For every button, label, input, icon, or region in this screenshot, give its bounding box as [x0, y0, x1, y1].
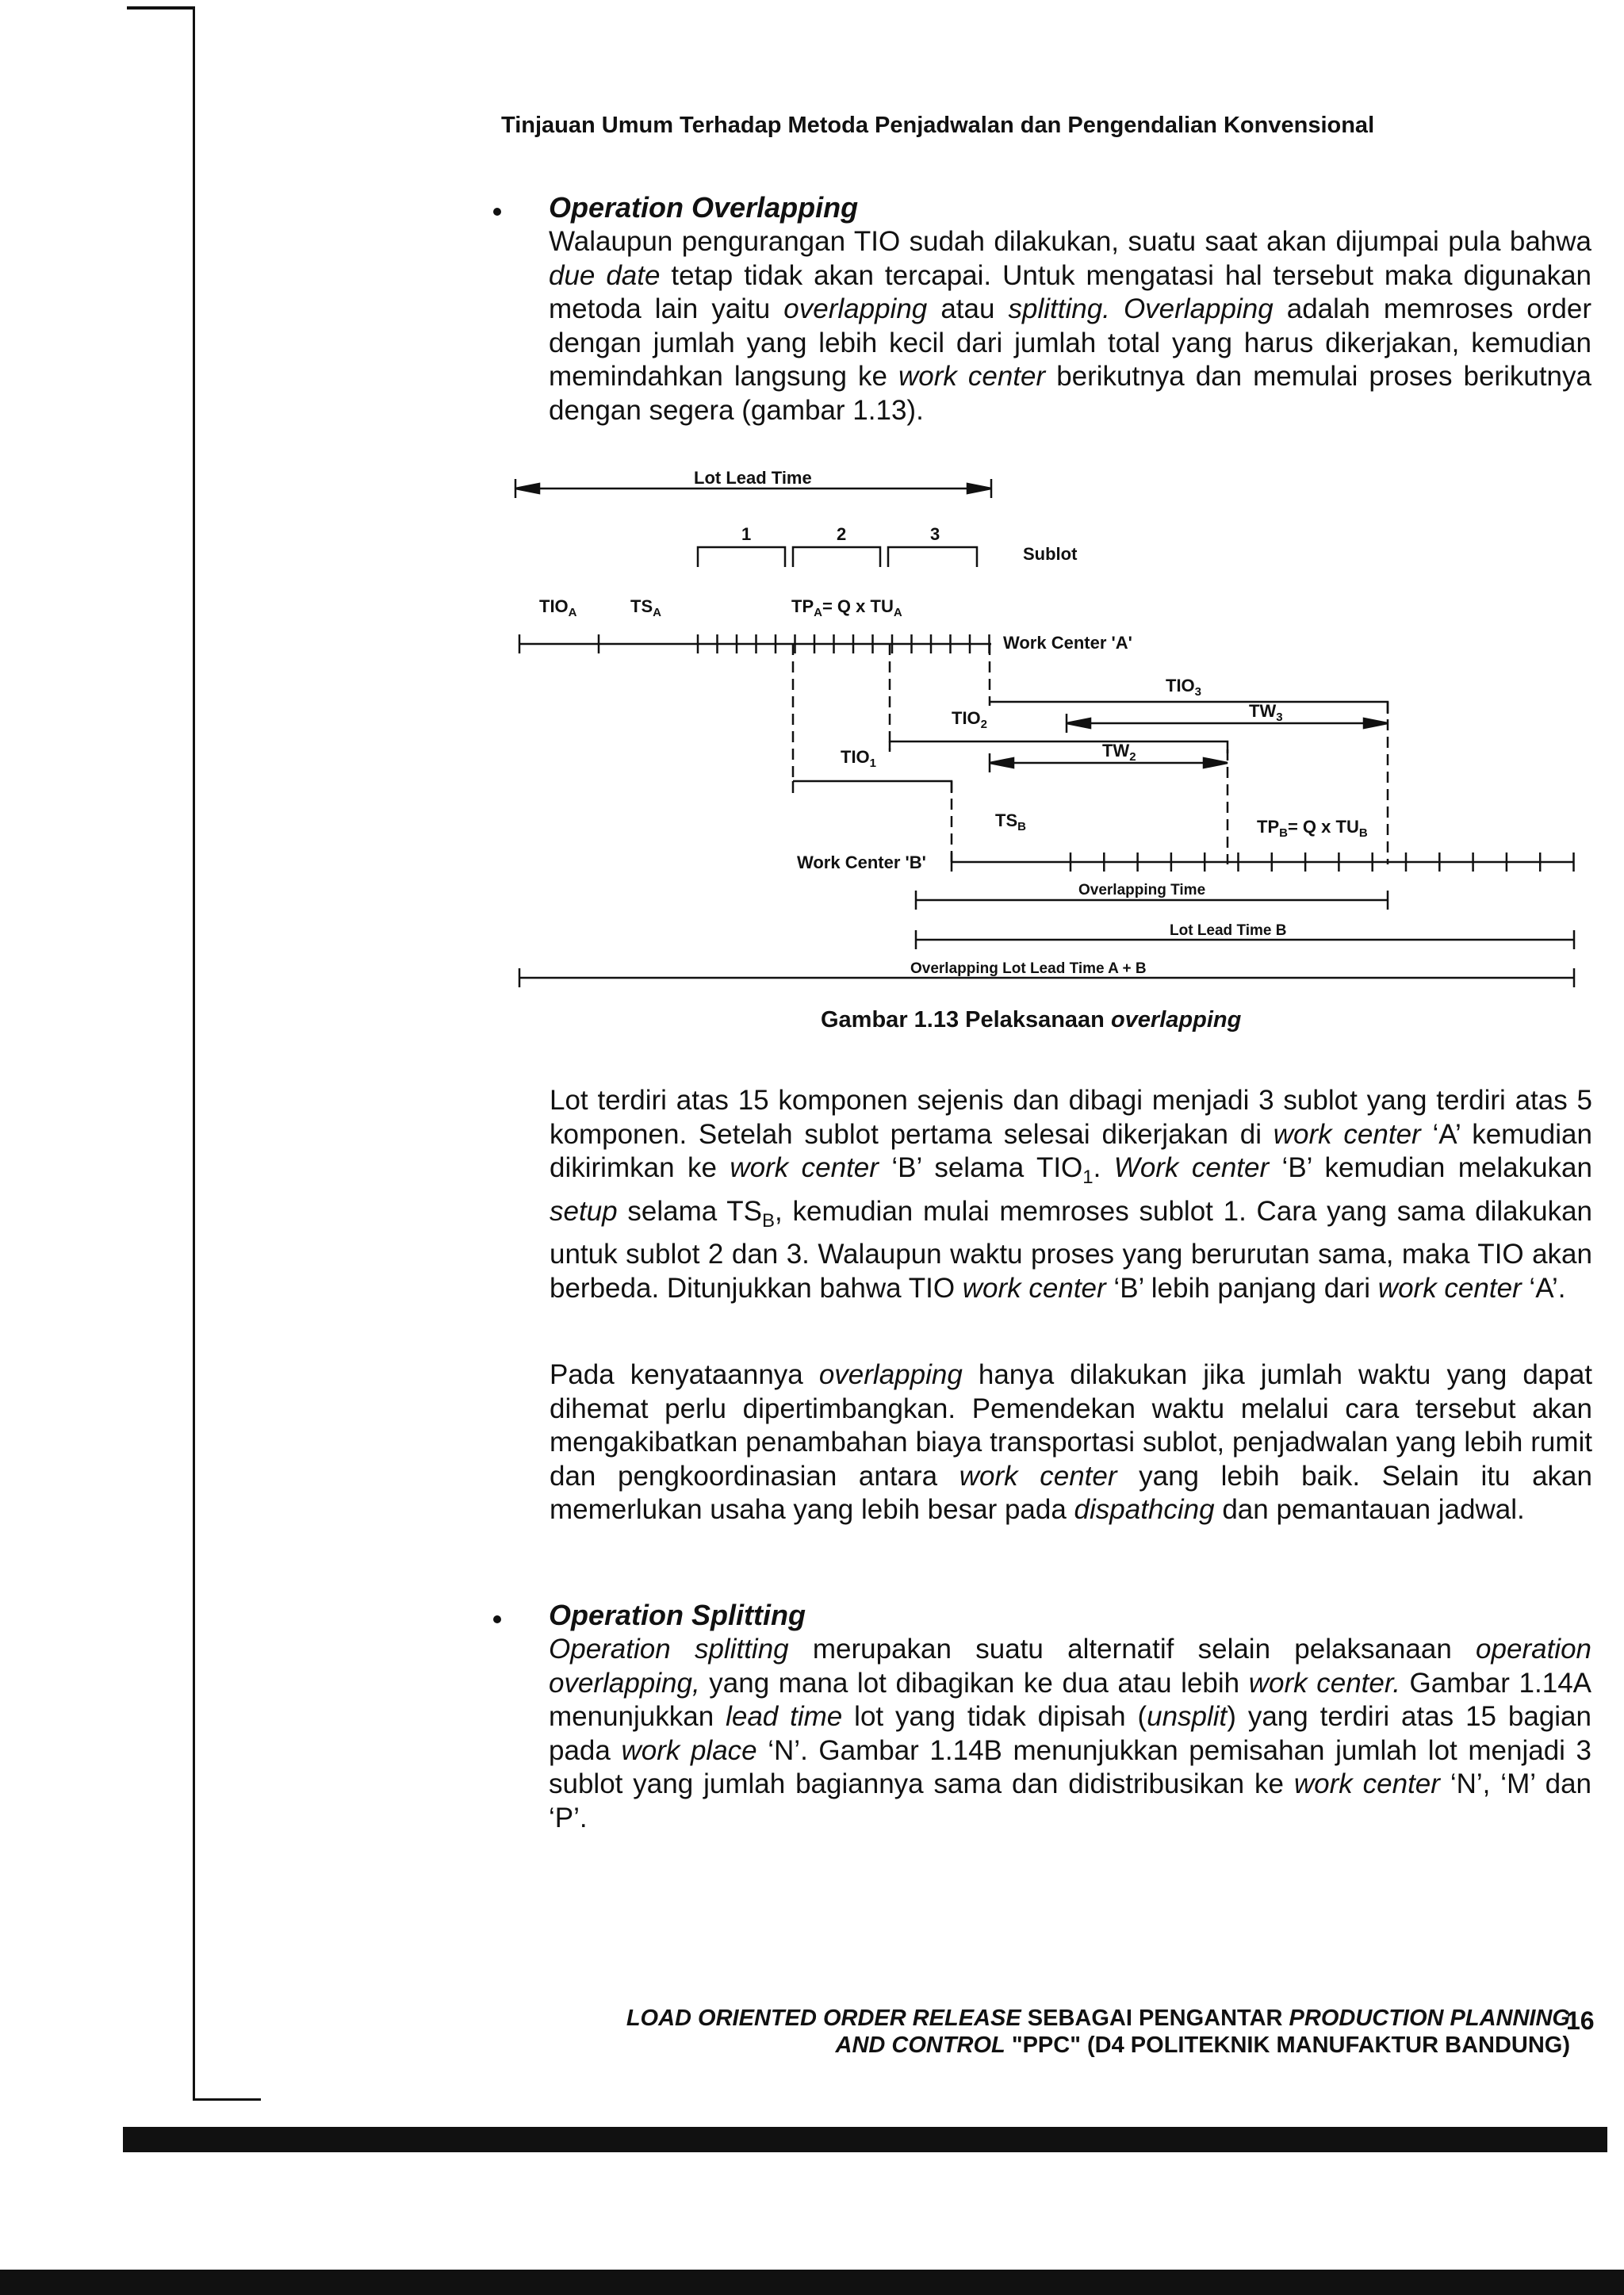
footer-line-1: LOAD ORIENTED ORDER RELEASE SEBAGAI PENGANTAR PRODUCTION PLANNING: [626, 2006, 1570, 2031]
overlapping-lot-lead-label: Overlapping Lot Lead Time A + B: [910, 960, 1147, 977]
overlapping-time-label: Overlapping Time: [1078, 882, 1206, 898]
lot-lead-time-b-label: Lot Lead Time B: [1170, 922, 1287, 939]
section-operation-splitting: [500, 1598, 1594, 1835]
section-title: Operation Overlapping: [549, 191, 859, 224]
section-paragraph: Walaupun pengurangan TIO sudah dilakukan, suatu saat akan dijumpai pula bahwa due date tetap tidak akan tercapai. Untuk mengatasi hal tersebut maka digunakan metoda lain yaitu overlapping atau splitting. Overlapping adalah memroses order dengan jumlah yang lebih kecil dari jumlah total yang harus dikerjakan, kemudian memindahkan langsung ke work center berikutnya dan memulai proses berikutnya dengan segera (gambar 1.13).: [549, 226, 1591, 426]
figure-caption: Gambar 1.13 Pelaksanaan overlapping: [821, 1007, 1242, 1033]
tw3-label: $TW_3$: [1249, 701, 1283, 724]
tio3-label: $TIO_3$: [1166, 676, 1202, 699]
section-paragraph: Operation splitting merupakan suatu alternatif selain pelaksanaan operation overlapping, yang mana lot dibagikan ke dua atau lebih work center. Gambar 1.14A menunjukkan lead time lot yang tidak dipisah (unsplit) yang terdiri atas 15 bagian pada work place ‘N’. Gambar 1.14B menunjukkan pemisahan jumlah lot menjadi 3 sublot yang jumlah bagiannya sama dan didistribusikan ke work center ‘N’, ‘M’ dan ‘P’.: [549, 1634, 1592, 1833]
lot-lead-time-label: Lot Lead Time: [694, 468, 812, 488]
paragraph-overlapping-reality: Pada kenyataannya overlapping hanya dilakukan jika jumlah waktu yang dapat dihemat perlu dipertimbangkan. Pemendekan waktu melalui cara tersebut akan mengakibatkan penambahan biaya transportasi sublot, penjadwalan yang lebih rumit dan pengkoordinasian antara work center yang lebih baik. Selain itu akan memerlukan usaha yang lebih besar pada dispathcing dan pemantauan jadwal.: [550, 1359, 1593, 1525]
bullet-point: [493, 1615, 501, 1623]
page-header-title: Tinjauan Umum Terhadap Metoda Penjadwalan dan Pengendalian Konvensional: [501, 113, 1375, 138]
tio-a-label: $TIO_A$: [539, 596, 577, 619]
work-center-b-label: Work Center 'B': [797, 852, 926, 872]
paragraph-sublot-explanation: Lot terdiri atas 15 komponen sejenis dan dibagi menjadi 3 sublot yang terdiri atas 5 komponen. Setelah sublot pertama selesai dikerjakan di work center ‘A’ kemudian dikirimkan ke work center ‘B’ selama $TIO_1$. Work center ‘B’ kemudian melakukan setup selama $TS_B$, kemudian mulai memroses sublot 1. Cara yang sama dilakukan untuk sublot 2 dan 3. Walaupun waktu proses yang berurutan sama, maka TIO akan berbeda. Ditunjukkan bahwa TIO work center ‘B’ lebih panjang dari work center ‘A’.: [550, 1085, 1592, 1304]
footer-line-2: AND CONTROL "PPC" (D4 POLITEKNIK MANUFAKTUR BANDUNG): [835, 2033, 1570, 2058]
tp-a-label: $TP_A= Q$ x $TU_A$: [791, 596, 902, 619]
ts-b-label: $TS_B$: [995, 810, 1026, 833]
sublot-number-1: 1: [741, 524, 752, 544]
ts-a-label: $TS_A$: [630, 596, 661, 619]
work-center-a-label: Work Center 'A': [1003, 633, 1132, 653]
page-footer: [626, 2005, 1570, 2059]
sublot-number-3: 3: [930, 524, 940, 544]
page-number: 16: [1566, 2006, 1595, 2035]
tp-b-label: $TP_B= Q$ x $TU_B$: [1257, 817, 1368, 840]
tw2-label: $TW_2$: [1102, 741, 1136, 764]
sublot-number-2: 2: [837, 524, 847, 544]
overlapping-diagram: [0, 0, 1624, 1031]
tio2-label: $TIO_2$: [952, 708, 988, 731]
sublot-label: Sublot: [1023, 544, 1078, 564]
section-title: Operation Splitting: [549, 1599, 806, 1631]
tio1-label: $TIO_1$: [841, 747, 877, 770]
